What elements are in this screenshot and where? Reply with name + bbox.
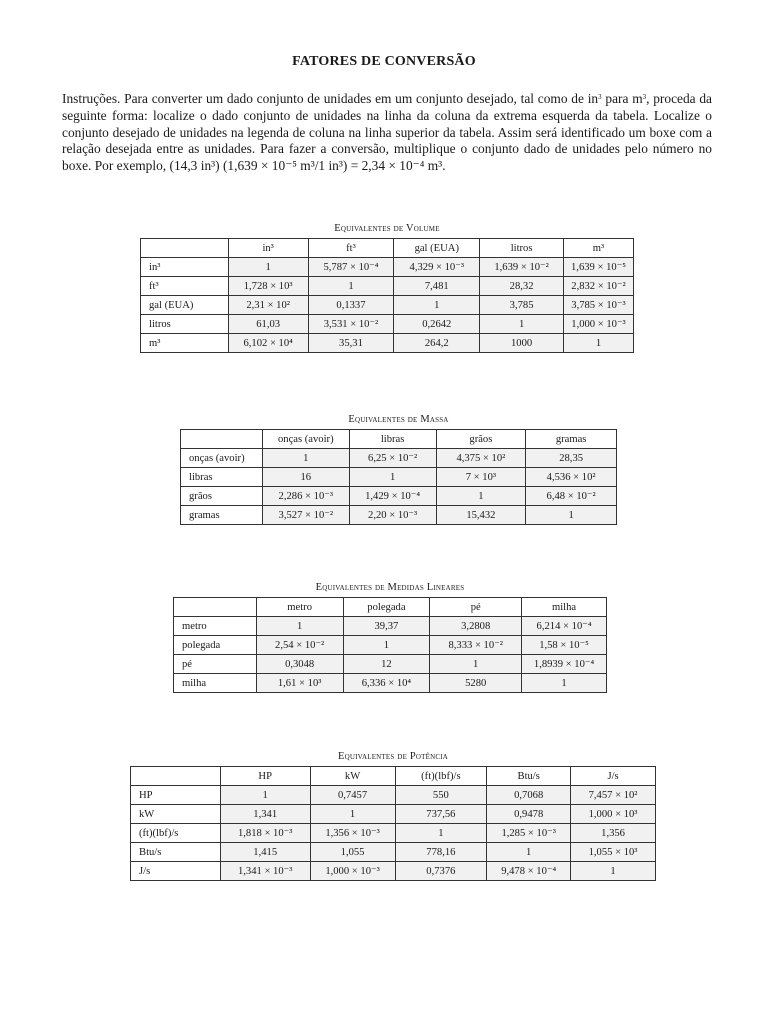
power-value-cell: 0,7457 xyxy=(310,786,395,805)
power-value-cell: 1,341 × 10⁻³ xyxy=(220,862,310,881)
mass-row xyxy=(181,487,617,506)
volume-row-header: ft³ xyxy=(141,277,229,296)
power-value-cell: 1,055 xyxy=(310,843,395,862)
power-value-cell: 0,9478 xyxy=(487,805,571,824)
power-value-cell: 1,818 × 10⁻³ xyxy=(220,824,310,843)
mass-col-header: grãos xyxy=(436,430,526,449)
volume-value-cell: 1 xyxy=(228,258,308,277)
mass-value-cell: 2,286 × 10⁻³ xyxy=(262,487,349,506)
volume-value-cell: 1000 xyxy=(480,334,564,353)
volume-value-cell: 7,481 xyxy=(394,277,480,296)
page-title: FATORES DE CONVERSÃO xyxy=(292,54,476,69)
linear-value-cell: 1 xyxy=(430,655,522,674)
power-row-header: (ft)(lbf)/s xyxy=(131,824,221,843)
linear-value-cell: 0,3048 xyxy=(256,655,343,674)
volume-row-header: gal (EUA) xyxy=(141,296,229,315)
mass-value-cell: 15,432 xyxy=(436,506,526,525)
linear-col-header: pé xyxy=(430,598,522,617)
volume-value-cell: 1 xyxy=(564,334,634,353)
linear-value-cell: 8,333 × 10⁻² xyxy=(430,636,522,655)
mass-row-header: onças (avoir) xyxy=(181,449,263,468)
power-row-header: J/s xyxy=(131,862,221,881)
power-value-cell: 1,000 × 10³ xyxy=(571,805,656,824)
power-row-header: Btu/s xyxy=(131,843,221,862)
instructions xyxy=(62,91,712,175)
power-header-row xyxy=(131,767,656,786)
volume-value-cell: 61,03 xyxy=(228,315,308,334)
power-table xyxy=(130,766,656,881)
linear-col-header: metro xyxy=(256,598,343,617)
volume-header-row xyxy=(141,239,634,258)
power-value-cell: 0,7376 xyxy=(395,862,487,881)
volume-corner-cell xyxy=(141,239,229,258)
mass-value-cell: 3,527 × 10⁻² xyxy=(262,506,349,525)
linear-value-cell: 2,54 × 10⁻² xyxy=(256,636,343,655)
power-value-cell: 1,341 xyxy=(220,805,310,824)
linear-row xyxy=(174,636,607,655)
power-col-header: J/s xyxy=(571,767,656,786)
power-row xyxy=(131,786,656,805)
mass-value-cell: 4,536 × 10² xyxy=(526,468,617,487)
power-value-cell: 1,285 × 10⁻³ xyxy=(487,824,571,843)
volume-value-cell: 1,728 × 10³ xyxy=(228,277,308,296)
power-table-caption: Equivalentes de Potência xyxy=(337,751,449,762)
power-value-cell: 1,415 xyxy=(220,843,310,862)
mass-col-header: gramas xyxy=(526,430,617,449)
volume-value-cell: 1 xyxy=(394,296,480,315)
volume-value-cell: 3,531 × 10⁻² xyxy=(308,315,394,334)
power-corner-cell xyxy=(131,767,221,786)
linear-value-cell: 1,61 × 10³ xyxy=(256,674,343,693)
mass-value-cell: 1 xyxy=(436,487,526,506)
linear-row-header: metro xyxy=(174,617,257,636)
power-value-cell: 7,457 × 10² xyxy=(571,786,656,805)
volume-row-header: litros xyxy=(141,315,229,334)
power-value-cell: 550 xyxy=(395,786,487,805)
volume-col-header: in³ xyxy=(228,239,308,258)
linear-value-cell: 1 xyxy=(256,617,343,636)
linear-value-cell: 3,2808 xyxy=(430,617,522,636)
linear-value-cell: 1 xyxy=(522,674,607,693)
power-row xyxy=(131,805,656,824)
mass-value-cell: 4,375 × 10² xyxy=(436,449,526,468)
mass-value-cell: 7 × 10³ xyxy=(436,468,526,487)
linear-value-cell: 1,58 × 10⁻⁵ xyxy=(522,636,607,655)
linear-row-header: polegada xyxy=(174,636,257,655)
mass-corner-cell xyxy=(181,430,263,449)
mass-value-cell: 16 xyxy=(262,468,349,487)
mass-value-cell: 2,20 × 10⁻³ xyxy=(349,506,436,525)
volume-value-cell: 35,31 xyxy=(308,334,394,353)
mass-value-cell: 1 xyxy=(349,468,436,487)
linear-value-cell: 12 xyxy=(343,655,430,674)
volume-col-header: ft³ xyxy=(308,239,394,258)
volume-value-cell: 3,785 × 10⁻³ xyxy=(564,296,634,315)
power-value-cell: 1 xyxy=(571,862,656,881)
volume-table-caption: Equivalentes de Volume xyxy=(334,223,440,234)
volume-table xyxy=(140,238,634,353)
volume-value-cell: 2,832 × 10⁻² xyxy=(564,277,634,296)
power-col-header: HP xyxy=(220,767,310,786)
power-value-cell: 0,7068 xyxy=(487,786,571,805)
power-row-header: HP xyxy=(131,786,221,805)
volume-value-cell: 1,639 × 10⁻⁵ xyxy=(564,258,634,277)
volume-row xyxy=(141,334,634,353)
volume-value-cell: 1,000 × 10⁻³ xyxy=(564,315,634,334)
mass-row-header: libras xyxy=(181,468,263,487)
mass-value-cell: 1,429 × 10⁻⁴ xyxy=(349,487,436,506)
power-row xyxy=(131,843,656,862)
power-row xyxy=(131,824,656,843)
linear-value-cell: 1 xyxy=(343,636,430,655)
power-value-cell: 1 xyxy=(487,843,571,862)
power-value-cell: 1 xyxy=(220,786,310,805)
example-formula: (14,3 in³) (1,639 × 10⁻⁵ m³/1 in³) = 2,34 × 10⁻⁴ m³. xyxy=(169,158,446,174)
volume-row xyxy=(141,315,634,334)
power-col-header: Btu/s xyxy=(487,767,571,786)
mass-row xyxy=(181,506,617,525)
mass-row-header: gramas xyxy=(181,506,263,525)
volume-value-cell: 264,2 xyxy=(394,334,480,353)
linear-value-cell: 6,336 × 10⁴ xyxy=(343,674,430,693)
volume-value-cell: 28,32 xyxy=(480,277,564,296)
linear-col-header: polegada xyxy=(343,598,430,617)
power-value-cell: 1,356 xyxy=(571,824,656,843)
volume-value-cell: 4,329 × 10⁻³ xyxy=(394,258,480,277)
linear-table xyxy=(173,597,607,693)
volume-value-cell: 1 xyxy=(308,277,394,296)
volume-value-cell: 1 xyxy=(480,315,564,334)
instructions-text: Instruções. Para converter um dado conjunto de unidades em um conjunto desejado, tal como de $in^3$ para $m^3$, proceda da seguinte forma: localize o dado conjunto de unidades na linha da coluna da extrema esquerda da tabela. Localize o conjunto desejado de unidades na legenda de coluna na linha superior da tabela. Assim será identificado um boxe com a relação desejada entre as unidades. Para fazer a conversão, multiplique o conjunto dado de unidades pelo número no boxe. Por exemplo, (14,3 in³) (1,639 × 10⁻⁵ m³/1 in³) = 2,34 × 10⁻⁴ m³. xyxy=(62,91,712,174)
mass-header-row xyxy=(181,430,617,449)
linear-value-cell: 6,214 × 10⁻⁴ xyxy=(522,617,607,636)
volume-value-cell: 0,1337 xyxy=(308,296,394,315)
mass-col-header: onças (avoir) xyxy=(262,430,349,449)
mass-row xyxy=(181,468,617,487)
mass-value-cell: 28,35 xyxy=(526,449,617,468)
power-value-cell: 1,055 × 10³ xyxy=(571,843,656,862)
power-value-cell: 737,56 xyxy=(395,805,487,824)
linear-header-row xyxy=(174,598,607,617)
linear-value-cell: 5280 xyxy=(430,674,522,693)
power-row xyxy=(131,862,656,881)
power-value-cell: 1 xyxy=(310,805,395,824)
volume-row-header: in³ xyxy=(141,258,229,277)
volume-value-cell: 1,639 × 10⁻² xyxy=(480,258,564,277)
volume-value-cell: 3,785 xyxy=(480,296,564,315)
linear-row xyxy=(174,655,607,674)
linear-value-cell: 1,8939 × 10⁻⁴ xyxy=(522,655,607,674)
linear-corner-cell xyxy=(174,598,257,617)
linear-row-header: pé xyxy=(174,655,257,674)
volume-row-header: m³ xyxy=(141,334,229,353)
volume-value-cell: 0,2642 xyxy=(394,315,480,334)
volume-value-cell: 5,787 × 10⁻⁴ xyxy=(308,258,394,277)
linear-row xyxy=(174,617,607,636)
linear-value-cell: 39,37 xyxy=(343,617,430,636)
power-value-cell: 1 xyxy=(395,824,487,843)
volume-col-header: gal (EUA) xyxy=(394,239,480,258)
mass-value-cell: 1 xyxy=(262,449,349,468)
power-row-header: kW xyxy=(131,805,221,824)
mass-table xyxy=(180,429,617,525)
volume-value-cell: 2,31 × 10² xyxy=(228,296,308,315)
linear-row-header: milha xyxy=(174,674,257,693)
mass-row xyxy=(181,449,617,468)
mass-col-header: libras xyxy=(349,430,436,449)
volume-col-header: litros xyxy=(480,239,564,258)
power-value-cell: 9,478 × 10⁻⁴ xyxy=(487,862,571,881)
mass-row-header: grãos xyxy=(181,487,263,506)
mass-value-cell: 6,48 × 10⁻² xyxy=(526,487,617,506)
volume-value-cell: 6,102 × 10⁴ xyxy=(228,334,308,353)
power-value-cell: 778,16 xyxy=(395,843,487,862)
mass-value-cell: 1 xyxy=(526,506,617,525)
mass-value-cell: 6,25 × 10⁻² xyxy=(349,449,436,468)
linear-col-header: milha xyxy=(522,598,607,617)
power-col-header: kW xyxy=(310,767,395,786)
volume-row xyxy=(141,258,634,277)
power-col-header: (ft)(lbf)/s xyxy=(395,767,487,786)
mass-table-caption: Equivalentes de Massa xyxy=(348,414,449,425)
volume-row xyxy=(141,277,634,296)
volume-col-header: m³ xyxy=(564,239,634,258)
linear-row xyxy=(174,674,607,693)
linear-table-caption: Equivalentes de Medidas Lineares xyxy=(315,582,465,593)
volume-row xyxy=(141,296,634,315)
power-value-cell: 1,000 × 10⁻³ xyxy=(310,862,395,881)
power-value-cell: 1,356 × 10⁻³ xyxy=(310,824,395,843)
